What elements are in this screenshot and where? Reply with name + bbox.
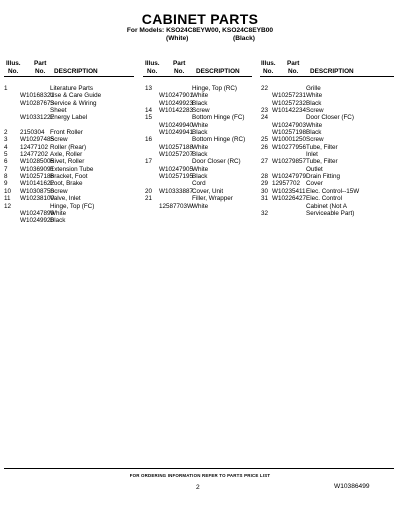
part-number: W10285005: [20, 158, 54, 166]
header-description: DESCRIPTION: [196, 68, 240, 75]
header-part: Part: [34, 60, 47, 67]
table-row: [4, 195, 134, 202]
table-row: [260, 107, 394, 114]
illus-number: 25: [261, 136, 269, 144]
illus-number: 6: [4, 158, 8, 166]
table-row: [4, 188, 134, 195]
ordering-note: FOR ORDERING INFORMATION REFER TO PARTS PRICE LIST: [129, 473, 271, 478]
part-number: W10297485: [20, 136, 54, 144]
part-number: W10226427: [272, 195, 306, 203]
part-number: W10001250: [272, 136, 306, 144]
part-description: Valve, Inlet: [50, 195, 81, 203]
part-number: W10257232: [272, 99, 306, 107]
table-row: [260, 114, 394, 121]
footer-divider: [4, 468, 394, 469]
column-header: [260, 58, 394, 77]
part-description: Cabinet (Not A: [306, 202, 347, 210]
part-description: Black: [306, 129, 322, 137]
part-description: Screw: [50, 187, 68, 195]
table-row: [260, 203, 394, 210]
illus-number: 12: [4, 202, 12, 210]
part-description: Hinge, Top (RC): [192, 85, 238, 92]
illus-number: 7: [4, 165, 8, 173]
table-row: [143, 166, 252, 173]
illus-number: 14: [145, 107, 153, 115]
illus-number: 3: [4, 136, 8, 144]
header-illus-no: No.: [263, 68, 274, 75]
header-part-no: No.: [174, 68, 185, 75]
illus-number: 20: [145, 187, 153, 195]
part-description: Tube, Filter: [306, 143, 338, 151]
part-description: Bottom Hinge (FC): [192, 114, 245, 122]
table-row: [4, 129, 134, 136]
part-number: 12477202: [20, 151, 49, 159]
part-description: Literature Parts: [50, 85, 94, 92]
parts-column-2: [143, 58, 252, 210]
header-illus: Illus.: [145, 60, 160, 67]
part-number: W10168321: [20, 92, 54, 100]
part-description: Filler, Wrapper: [192, 195, 233, 203]
header-description: DESCRIPTION: [54, 68, 98, 75]
part-description: Axle, Roller: [50, 151, 83, 159]
parts-list: [260, 85, 394, 217]
header-illus-no: No.: [147, 68, 158, 75]
table-row: [143, 114, 252, 121]
illus-number: 15: [145, 114, 153, 122]
illus-number: 11: [4, 195, 11, 203]
part-number: W10142234: [272, 107, 306, 115]
illus-number: 22: [261, 85, 269, 92]
part-description: White: [192, 121, 209, 129]
part-description: Black: [192, 173, 208, 181]
table-row: [4, 180, 134, 187]
part-number: W10331222: [20, 114, 54, 122]
part-number: W10249941: [159, 129, 193, 137]
parts-list: [143, 85, 252, 210]
table-row: [4, 166, 134, 173]
header-part-no: No.: [288, 68, 299, 75]
part-description: Outlet: [306, 165, 323, 173]
part-number: 12477102: [20, 143, 49, 151]
illus-number: 32: [261, 209, 269, 217]
part-number: W10279857: [272, 158, 306, 166]
table-row: [4, 85, 134, 92]
table-row: [260, 210, 394, 217]
table-row: [260, 100, 394, 107]
part-description: Screw: [50, 136, 68, 144]
table-row: [4, 173, 134, 180]
part-description: Use & Care Guide: [50, 92, 102, 100]
illus-number: 13: [145, 85, 153, 92]
header-part: Part: [173, 60, 186, 67]
table-row: [260, 188, 394, 195]
table-row: [260, 158, 394, 165]
column-header: [143, 58, 252, 77]
part-number: W10277956: [272, 143, 306, 151]
table-row: [260, 144, 394, 151]
part-description: Black: [50, 217, 66, 225]
illus-number: 1: [4, 85, 8, 92]
header-description: DESCRIPTION: [310, 68, 354, 75]
illus-number: 30: [261, 187, 269, 195]
table-row: [4, 151, 134, 158]
table-row: [260, 166, 394, 173]
part-description: Sheet: [50, 107, 67, 115]
part-number: W10257195: [159, 173, 193, 181]
table-row: [143, 158, 252, 165]
illus-number: 28: [261, 173, 269, 181]
part-description: Black: [306, 99, 322, 107]
parts-column-3: [260, 58, 394, 217]
part-description: Screw: [306, 107, 324, 115]
part-description: Grille: [306, 85, 321, 92]
part-description: Bracket, Foot: [50, 173, 88, 181]
part-description: White: [192, 202, 209, 210]
part-number: W10257207: [159, 151, 193, 159]
part-description: Cover, Unit: [192, 187, 224, 195]
illus-number: 16: [145, 136, 153, 144]
table-row: [4, 100, 134, 107]
illus-number: 8: [4, 173, 8, 181]
part-number: W10247899: [20, 209, 54, 217]
part-description: Foot, Brake: [50, 180, 83, 188]
table-row: [260, 92, 394, 99]
illus-number: 31: [261, 195, 269, 203]
part-description: Front Roller: [50, 129, 83, 137]
part-description: Black: [192, 129, 208, 137]
part-number: W10257188: [159, 143, 193, 151]
part-number: W10249940: [159, 121, 193, 129]
part-description: Black: [192, 151, 208, 159]
part-number: W10235411: [272, 187, 306, 195]
table-row: [4, 158, 134, 165]
part-description: White: [50, 209, 67, 217]
part-description: Screw: [192, 107, 210, 115]
table-row: [260, 180, 394, 187]
part-description: Cord: [192, 180, 206, 188]
variant-black: (Black): [233, 35, 255, 42]
part-number: W10257198: [272, 129, 306, 137]
part-number: W10238100: [20, 195, 54, 203]
part-description: Elec. Control: [306, 195, 343, 203]
part-number: W10247903: [272, 121, 306, 129]
table-row: [260, 129, 394, 136]
part-number: W10287673: [20, 99, 54, 107]
illus-number: 24: [261, 114, 269, 122]
parts-list: [4, 85, 134, 225]
table-row: [4, 114, 134, 121]
illus-number: 9: [4, 180, 8, 188]
part-description: Cover: [306, 180, 323, 188]
illus-number: 23: [261, 107, 269, 115]
part-number: W10142283: [159, 107, 193, 115]
header-illus: Illus.: [261, 60, 276, 67]
part-description: Service & Wiring: [50, 99, 97, 107]
illus-number: 27: [261, 158, 269, 166]
part-description: Door Closer (RC): [192, 158, 241, 166]
illus-number: 5: [4, 151, 8, 159]
part-number: W10369091: [20, 165, 54, 173]
part-description: White: [306, 121, 323, 129]
table-row: [4, 217, 134, 224]
table-row: [143, 173, 252, 180]
header-illus-no: No.: [8, 68, 19, 75]
page-title: CABINET PARTS: [141, 11, 259, 27]
table-row: [143, 92, 252, 99]
table-row: [4, 92, 134, 99]
part-description: Serviceable Part): [306, 209, 355, 217]
illus-number: 4: [4, 143, 8, 151]
part-description: Hinge, Top (FC): [50, 202, 95, 210]
table-row: [4, 144, 134, 151]
table-row: [143, 107, 252, 114]
part-description: Black: [192, 99, 208, 107]
part-description: White: [306, 92, 323, 100]
part-description: Energy Label: [50, 114, 88, 122]
part-description: Extension Tube: [50, 165, 94, 173]
table-row: [143, 85, 252, 92]
document-number: W10386499: [334, 483, 370, 490]
table-row: [143, 100, 252, 107]
part-description: Roller (Rear): [50, 143, 87, 151]
part-description: Tube, Filter: [306, 158, 338, 166]
part-number: W10257231: [272, 92, 306, 100]
table-row: [143, 180, 252, 187]
part-number: W10249923: [159, 99, 193, 107]
part-description: Bottom Hinge (RC): [192, 136, 246, 144]
part-number: W10333887: [159, 187, 193, 195]
part-number: 2150304: [20, 129, 45, 137]
table-row: [143, 188, 252, 195]
table-row: [260, 151, 394, 158]
table-row: [260, 195, 394, 202]
table-row: [143, 195, 252, 202]
page-number: 2: [196, 484, 200, 491]
table-row: [4, 210, 134, 217]
part-description: White: [192, 143, 209, 151]
part-number: W10249920: [20, 217, 54, 225]
table-row: [143, 203, 252, 210]
variant-white: (White): [166, 35, 189, 42]
table-row: [143, 144, 252, 151]
illus-number: 21: [145, 195, 153, 203]
part-number: W10141622: [20, 180, 54, 188]
part-number: W10257186: [20, 173, 54, 181]
part-number: W10247979: [272, 173, 306, 181]
illus-number: 17: [145, 158, 153, 166]
table-row: [260, 136, 394, 143]
table-row: [143, 136, 252, 143]
column-header: [4, 58, 134, 77]
part-number: 12587703W: [159, 202, 193, 210]
parts-column-1: [4, 58, 134, 225]
part-description: Door Closer (FC): [306, 114, 354, 122]
table-row: [143, 122, 252, 129]
table-row: [143, 151, 252, 158]
header-part: Part: [287, 60, 300, 67]
part-number: W10247905: [159, 165, 193, 173]
illus-number: 26: [261, 143, 269, 151]
table-row: [4, 122, 134, 129]
table-row: [4, 107, 134, 114]
part-number: W10308750: [20, 187, 54, 195]
part-description: Rivet, Roller: [50, 158, 85, 166]
illus-number: 29: [261, 180, 269, 188]
part-description: Drain Fitting: [306, 173, 340, 181]
part-number: 12957702: [272, 180, 301, 188]
table-row: [143, 129, 252, 136]
table-row: [260, 173, 394, 180]
table-row: [260, 122, 394, 129]
illus-number: 2: [4, 129, 8, 137]
header-part-no: No.: [35, 68, 46, 75]
part-description: Inlet: [306, 151, 318, 159]
table-row: [4, 136, 134, 143]
part-description: Screw: [306, 136, 324, 144]
table-row: [260, 85, 394, 92]
header-illus: Illus.: [6, 60, 21, 67]
part-description: Elec. Control--15W: [306, 187, 360, 195]
part-number: W10247901: [159, 92, 193, 100]
part-description: White: [192, 92, 209, 100]
model-numbers: For Models: KSO24C8EYW00, KSO24C8EYB00: [126, 27, 274, 34]
table-row: [4, 203, 134, 210]
part-description: White: [192, 165, 209, 173]
illus-number: 10: [4, 187, 12, 195]
